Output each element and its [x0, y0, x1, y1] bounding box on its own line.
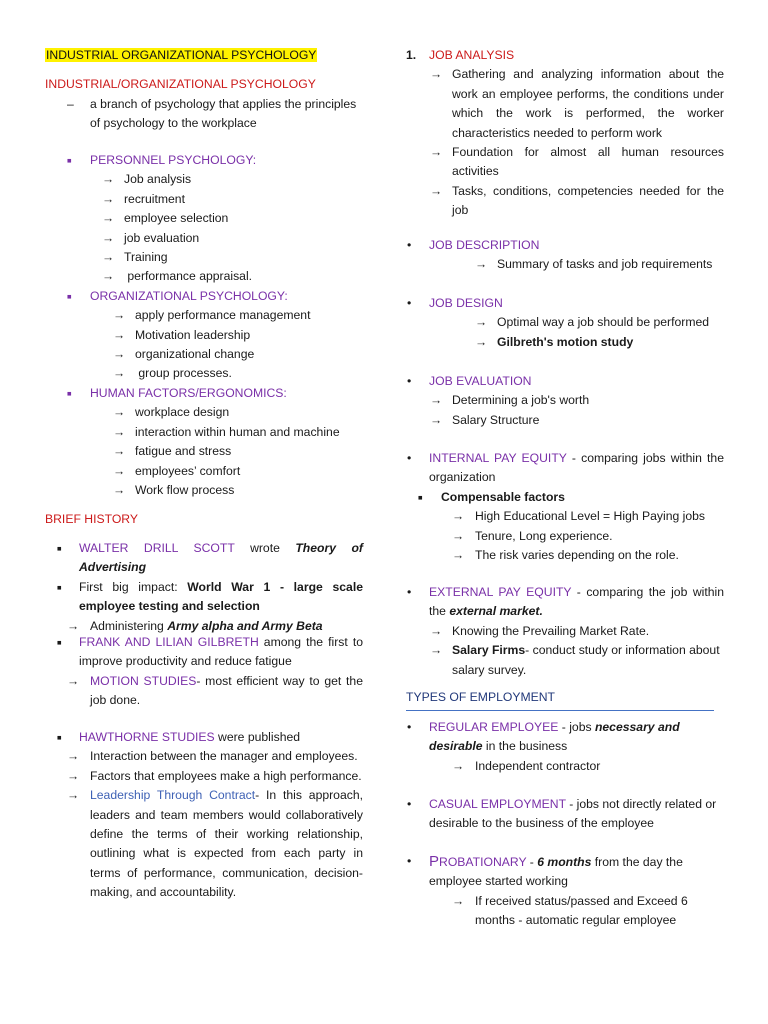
job-evaluation-item: Salary Structure [452, 412, 540, 427]
arrow-icon [102, 209, 114, 228]
job-analysis-heading: JOB ANALYSIS [429, 48, 515, 62]
list-item [406, 527, 724, 546]
list-item [45, 248, 363, 267]
scott-row [45, 539, 363, 578]
hawthorne-name: HAWTHORNE STUDIES [79, 730, 215, 744]
arrow-icon [67, 747, 79, 766]
scott-block [45, 539, 363, 636]
leadership-name: Leadership Through Contract [90, 788, 256, 803]
human-factors-item: interaction within human and machine [135, 424, 340, 439]
job-design-heading: JOB DESIGN [429, 296, 503, 310]
list-item [45, 345, 363, 364]
dash-bullet-icon: – [67, 97, 74, 111]
leadership-text: - In this approach, leaders and team members would collaboratively define the terms of their working relationship, outlining what is expected from each party in terms of performance, communication, decision-making, and accountability. [90, 788, 364, 900]
organizational-item: group processes. [135, 366, 232, 381]
army-bold: Army alpha and Army Beta [167, 618, 323, 633]
list-item [406, 411, 724, 430]
list-item [45, 364, 363, 383]
compensable-item: Tenure, Long experience. [475, 528, 613, 543]
arrow-icon [113, 306, 125, 325]
list-item [45, 423, 363, 442]
gilbreth-block [45, 633, 363, 711]
prob-bold: 6 months [537, 855, 592, 869]
arrow-icon [430, 411, 442, 430]
round-bullet-icon: • [407, 238, 412, 252]
square-bullet-icon: ■ [57, 582, 62, 592]
external-pay-text: - comparing the job within the [429, 585, 724, 619]
hawthorne-item [45, 747, 363, 766]
organizational-heading-row [45, 287, 363, 306]
internal-pay-text: - comparing jobs within the organization [429, 451, 724, 485]
list-item [45, 442, 363, 461]
casual-name: CASUAL EMPLOYMENT [429, 797, 566, 811]
regular-name: REGULAR EMPLOYEE [429, 720, 559, 734]
gilbreth-name: FRANK AND LILIAN GILBRETH [79, 635, 259, 649]
arrow-icon [102, 267, 114, 286]
list-item [406, 255, 724, 274]
external-pay-bold: external market. [449, 604, 543, 619]
regular-bold: necessary and desirable [429, 720, 680, 754]
organizational-heading: ORGANIZATIONAL PSYCHOLOGY: [90, 288, 288, 303]
prob-rest: ROBATIONARY [439, 855, 527, 869]
job-analysis-section [406, 46, 724, 221]
personnel-item: employee selection [124, 211, 229, 226]
human-factors-heading-row [45, 384, 363, 403]
round-bullet-icon: • [407, 374, 412, 388]
square-bullet-icon: ■ [57, 733, 62, 742]
round-bullet-icon: • [407, 797, 412, 811]
casual-section [406, 795, 724, 834]
human-factors-heading: HUMAN FACTORS/ERGONOMICS: [90, 385, 287, 400]
probationary-section [406, 852, 724, 931]
arrow-icon [102, 170, 114, 189]
hawthorne-item [45, 767, 363, 786]
round-bullet-icon: • [407, 585, 412, 599]
list-item [406, 641, 724, 680]
arrow-icon [475, 255, 487, 274]
square-bullet-icon: ■ [67, 388, 72, 398]
regular-row [406, 718, 724, 757]
arrow-icon [452, 527, 464, 546]
arrow-icon [452, 757, 464, 776]
square-bullet-icon: ■ [67, 156, 72, 165]
regular-section [406, 718, 724, 776]
compensable-row [406, 488, 724, 507]
human-factors-item: fatigue and stress [135, 444, 232, 459]
page-title [45, 46, 317, 65]
hawthorne-item-text: Interaction between the manager and employees. [90, 749, 358, 764]
round-bullet-icon: • [407, 720, 412, 734]
job-analysis-heading-row [406, 46, 724, 65]
external-pay-heading: EXTERNAL PAY EQUITY [429, 585, 572, 599]
brief-history-heading: BRIEF HISTORY [45, 512, 139, 526]
hawthorne-row [45, 728, 363, 747]
list-item [406, 182, 724, 221]
arrow-icon [67, 786, 79, 805]
regular-text: - jobs [558, 720, 595, 734]
job-design-item: Optimal way a job should be performed [497, 315, 710, 330]
personnel-item: Training [124, 250, 168, 265]
arrow-icon [67, 672, 79, 691]
job-analysis-item: Foundation for almost all human resources activities [452, 145, 724, 179]
list-item [45, 326, 363, 345]
arrow-icon [430, 391, 442, 410]
personnel-item: recruitment [124, 191, 185, 206]
job-analysis-item: Tasks, conditions, competencies needed for the job [452, 183, 724, 218]
list-item [406, 622, 724, 641]
personnel-heading: PERSONNEL PSYCHOLOGY: [90, 153, 257, 167]
arrow-icon [452, 507, 464, 526]
arrow-icon [102, 229, 114, 248]
impact-row [45, 578, 363, 617]
job-evaluation-item: Determining a job's worth [452, 393, 590, 408]
job-design-heading-row [406, 294, 724, 313]
arrow-icon [113, 364, 125, 383]
organizational-item: organizational change [135, 347, 255, 362]
list-item [45, 209, 363, 228]
prob-dash: - [526, 855, 538, 869]
compensable-item: High Educational Level = High Paying jobs [475, 509, 706, 524]
types-heading-rule [406, 710, 714, 711]
list-item [406, 757, 724, 776]
arrow-icon [430, 622, 442, 641]
probationary-row [406, 852, 724, 892]
internal-pay-heading: INTERNAL PAY EQUITY [429, 451, 567, 465]
list-item [45, 403, 363, 422]
arrow-icon [67, 767, 79, 786]
organizational-item: apply performance management [135, 308, 311, 323]
arrow-icon [102, 248, 114, 267]
motion-text: - most efficient way to get the job done. [90, 673, 363, 708]
personnel-section [45, 151, 363, 500]
arrow-icon [113, 442, 125, 461]
job-description-heading-row [406, 236, 724, 255]
list-item [406, 391, 724, 410]
arrow-icon [430, 143, 442, 162]
arrow-icon [430, 641, 442, 660]
external-pay-section [406, 583, 724, 680]
human-factors-item: employees’ comfort [135, 463, 241, 478]
list-item [406, 143, 724, 182]
io-definition-text: a branch of psychology that applies the principles of psychology to the workplace [90, 97, 357, 131]
scott-wrote: wrote [234, 541, 296, 555]
compensable-heading: Compensable factors [441, 489, 565, 504]
list-item [406, 65, 724, 143]
job-design-section [406, 294, 724, 352]
army-text: Administering [90, 618, 168, 633]
list-item [45, 170, 363, 189]
arrow-icon [113, 345, 125, 364]
casual-row [406, 795, 724, 834]
external-pay-item: Knowing the Prevailing Market Rate. [452, 623, 650, 638]
job-evaluation-heading: JOB EVALUATION [429, 374, 532, 388]
scott-book: Theory of Advertising [79, 541, 363, 575]
arrow-icon [475, 333, 487, 352]
list-item [45, 267, 363, 286]
list-item [45, 462, 363, 481]
square-bullet-icon: ■ [418, 492, 423, 502]
io-definition-row [45, 95, 363, 134]
arrow-icon [102, 190, 114, 209]
types-heading: TYPES OF EMPLOYMENT [406, 690, 555, 704]
hawthorne-text: were published [214, 730, 301, 744]
organizational-item: Motivation leadership [135, 327, 251, 342]
list-item [406, 892, 724, 931]
arrow-icon [430, 65, 442, 84]
prob-text: from the day the employee started working [429, 855, 683, 889]
job-design-item: Gilbreth's motion study [497, 334, 634, 349]
impact-text: First big impact: [79, 579, 188, 594]
round-bullet-icon: • [407, 296, 412, 310]
personnel-item: job evaluation [124, 230, 200, 245]
motion-name: MOTION STUDIES [90, 673, 197, 688]
square-bullet-icon: ■ [57, 638, 62, 647]
arrow-icon [475, 313, 487, 332]
arrow-icon [430, 182, 442, 201]
probationary-item: If received status/passed and Exceed 6 months - automatic regular employee [475, 893, 688, 928]
arrow-icon [113, 481, 125, 500]
job-description-item: Summary of tasks and job requirements [497, 257, 713, 272]
job-description-section [406, 236, 724, 275]
personnel-heading-row [45, 151, 363, 170]
square-bullet-icon: ■ [67, 291, 72, 301]
human-factors-item: workplace design [135, 405, 230, 420]
list-item [45, 306, 363, 325]
list-item [45, 481, 363, 500]
list-item [406, 333, 724, 352]
square-bullet-icon: ■ [57, 544, 62, 553]
list-item [406, 507, 724, 526]
job-evaluation-section [406, 372, 724, 430]
job-evaluation-heading-row [406, 372, 724, 391]
impact-bold: World War 1 - large scale employee testing and selection [79, 579, 363, 614]
io-definition-block [45, 95, 363, 134]
arrow-icon [113, 462, 125, 481]
hawthorne-block [45, 728, 363, 903]
round-bullet-icon: • [407, 451, 412, 465]
external-pay-heading-row [406, 583, 724, 622]
round-bullet-icon: • [407, 854, 412, 868]
io-heading: INDUSTRIAL/ORGANIZATIONAL PSYCHOLOGY [45, 77, 316, 91]
title-highlight: INDUSTRIAL ORGANIZATIONAL PSYCHOLOGY [46, 48, 317, 62]
motion-row [45, 672, 363, 711]
arrow-icon [452, 892, 464, 911]
internal-pay-heading-row [406, 449, 724, 488]
regular-item: Independent contractor [475, 758, 601, 773]
salary-firms-label: Salary Firms [452, 643, 526, 658]
personnel-item: performance appraisal. [124, 269, 253, 284]
regular-text2: in the business [482, 739, 568, 754]
job-analysis-item: Gathering and analyzing information about the work an employee performs, the conditions under which the work is performed, the worker characteristics needed to perform work [452, 67, 724, 140]
internal-pay-section [406, 449, 724, 565]
gilbreth-row [45, 633, 363, 672]
arrow-icon [113, 423, 125, 442]
casual-text: - jobs not directly related or desirable to the business of the employee [429, 797, 717, 831]
gilbreth-text: among the first to improve productivity and reduce fatigue [79, 635, 363, 669]
compensable-item: The risk varies depending on the role. [475, 548, 679, 563]
list-item [406, 546, 724, 565]
arrow-icon [452, 546, 464, 565]
list-item [45, 229, 363, 248]
arrow-icon [113, 403, 125, 422]
list-item [45, 190, 363, 209]
salary-firms-text: - conduct study or information about salary survey. [452, 643, 720, 677]
job-description-heading: JOB DESCRIPTION [429, 238, 540, 252]
list-item [406, 313, 724, 332]
scott-name: WALTER DRILL SCOTT [79, 541, 235, 555]
human-factors-item: Work flow process [135, 482, 235, 497]
hawthorne-item-text: Factors that employees make a high performance. [90, 768, 362, 783]
section-number: 1. [406, 48, 417, 62]
leadership-row [45, 786, 363, 902]
personnel-item: Job analysis [124, 172, 192, 187]
prob-first-letter: P [429, 853, 440, 870]
arrow-icon [113, 326, 125, 345]
